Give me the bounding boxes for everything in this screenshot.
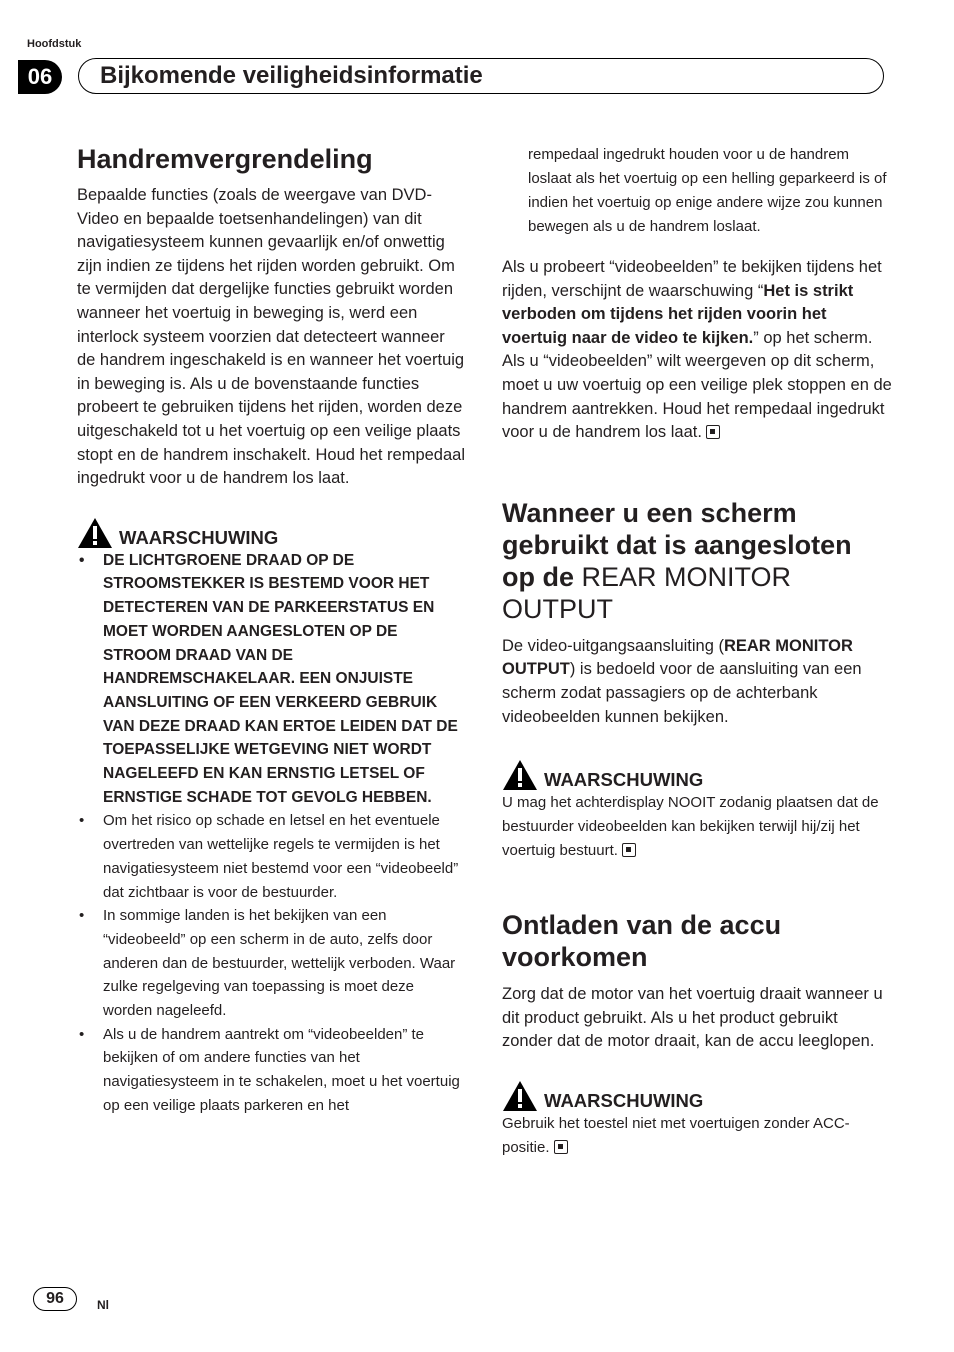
left-column xyxy=(77,140,467,1118)
section-heading-rear-monitor xyxy=(502,497,892,625)
paragraph-text: Als u probeert “videobeelden” te bekijken tijdens het rijden, verschijnt de waarschuwing “ xyxy=(502,258,882,300)
terminal-name: REAR MONITOR OUTPUT xyxy=(502,636,853,679)
on-screen-warning-text: Het is strikt verboden om tijdens het rijden voorin het voertuig naar de video te kijken. xyxy=(502,281,854,347)
end-of-section-icon xyxy=(706,425,720,439)
warning-icon xyxy=(502,1080,538,1112)
list-item: • DE LICHTGROENE DRAAD OP DE STROOMSTEKKER IS BESTEMD VOOR HET DETECTEREN VAN DE PARKEERSTATUS EN MOET WORDEN AANGESLOTEN OP DE STROOM DRAAD VAN DE HANDREMSCHAKELAAR. EEN ONJUISTE AANSLUITING OF EEN VERKEERD GEBRUIK VAN DEZE DRAAD KAN ERTOE LEIDEN DAT DE TOEPASSELIJKE WETGEVING NIET WORDT NAGELEEFD EN KAN ERNSTIG LETSEL OF ERNSTIGE SCHADE TOT GEVOLG HEBBEN. xyxy=(77,549,467,810)
list-item: • Als u de handrem aantrekt om “videobeelden” te bekijken of om andere functies van het navigatiesysteem in te schakelen, moet u het voertuig op een veilige plaats parkeren en het xyxy=(77,1023,467,1118)
video-warning-paragraph xyxy=(502,256,892,445)
warning-header xyxy=(77,513,467,549)
warning-header xyxy=(502,1076,892,1112)
handbrake-body: Bepaalde functies (zoals de weergave van DVD-Video en bepaalde toetsenhandelingen) van dit navigatiesysteem kunnen gevaarlijk en/of onwettig zijn indien ze tijdens het rijden worden gebruikt. Om te vermijden dat dergelijke functies gebruikt worden wanneer het voertuig in beweging is, werd een interlock systeem voorzien dat detecteert wanneer de handrem ingeschakeld is en wanneer het voertuig in beweging is. Als u de bovenstaande functies probeert te gebruiken tijdens het rijden, worden deze uitgeschakeld tot u het voertuig op een veilige plaats stopt en de handrem inschakelt. Houd het rempedaal ingedrukt voor u de handrem los laat. xyxy=(77,186,465,488)
rear-monitor-body xyxy=(502,635,892,729)
warning-text: Gebruik het toestel niet met voertuigen zonder ACC-positie. xyxy=(502,1114,850,1156)
battery-warning-text xyxy=(502,1112,892,1160)
warning-header xyxy=(502,755,892,791)
section-heading-handbrake: Handremvergrendeling xyxy=(77,144,373,174)
warning-title: WAARSCHUWING xyxy=(544,769,704,791)
page-number: 96 xyxy=(33,1287,77,1311)
chapter-label: Hoofdstuk xyxy=(27,38,82,50)
warning-title: WAARSCHUWING xyxy=(544,1089,704,1111)
paragraph-text: De video-uitgangsaansluiting ( xyxy=(502,636,724,655)
end-of-section-icon xyxy=(554,1140,568,1154)
warning-text: U mag het achterdisplay NOOIT zodanig plaatsen dat de bestuurder videobeelden kan bekijken terwijl hij/zij het voertuig bestuurt. xyxy=(502,794,879,860)
warning-list xyxy=(77,549,467,1118)
paragraph-text: ” op het scherm. Als u “videobeelden” wilt weergeven op dit scherm, moet u uw voertuig op een veilige plek stoppen en de handrem aantrekken. Houd het rempedaal ingedrukt voor u de handrem los laat. xyxy=(502,328,892,442)
paragraph-text: ) is bedoeld voor de aansluiting van een scherm zodat passagiers op de achterbank videobeelden kunnen bekijken. xyxy=(502,660,862,726)
heading-text: Wanneer u een scherm gebruikt dat is aangesloten op de xyxy=(502,497,852,592)
rear-monitor-warning-text xyxy=(502,791,892,863)
chapter-number: 06 xyxy=(18,60,62,94)
heading-tail: REAR MONITOR OUTPUT xyxy=(502,561,792,624)
right-column xyxy=(502,143,892,1160)
continued-text xyxy=(502,143,892,239)
chapter-title: Bijkomende veiligheidsinformatie xyxy=(100,62,483,89)
battery-body: Zorg dat de motor van het voertuig draait wanneer u dit product gebruikt. Als u het product gebruikt zonder dat de motor draait, kan de accu leeglopen. xyxy=(502,985,883,1051)
warning-icon xyxy=(77,517,113,549)
list-item: • Om het risico op schade en letsel en het eventuele overtreden van wettelijke regels te vermijden is het navigatiesysteem niet bestemd voor een “videobeeld” dat zichtbaar is voor de bestuurder. xyxy=(77,809,467,904)
end-of-section-icon xyxy=(622,843,636,857)
warning-title: WAARSCHUWING xyxy=(119,526,279,548)
section-heading-battery: Ontladen van de accu voorkomen xyxy=(502,910,782,973)
list-item: • In sommige landen is het bekijken van een “videobeeld” op een scherm in de auto, zelfs door anderen dan de bestuurder, wettelijk verboden. Waar zulke regelgeving van toepassing is moet deze worden nageleefd. xyxy=(77,904,467,1023)
continued-text-content: rempedaal ingedrukt houden voor u de handrem loslaat als het voertuig op een helling geparkeerd is of indien het voertuig op enige andere wijze zou kunnen bewegen als u de handrem loslaat. xyxy=(528,146,887,235)
language-code: Nl xyxy=(97,1298,109,1312)
warning-icon xyxy=(502,759,538,791)
